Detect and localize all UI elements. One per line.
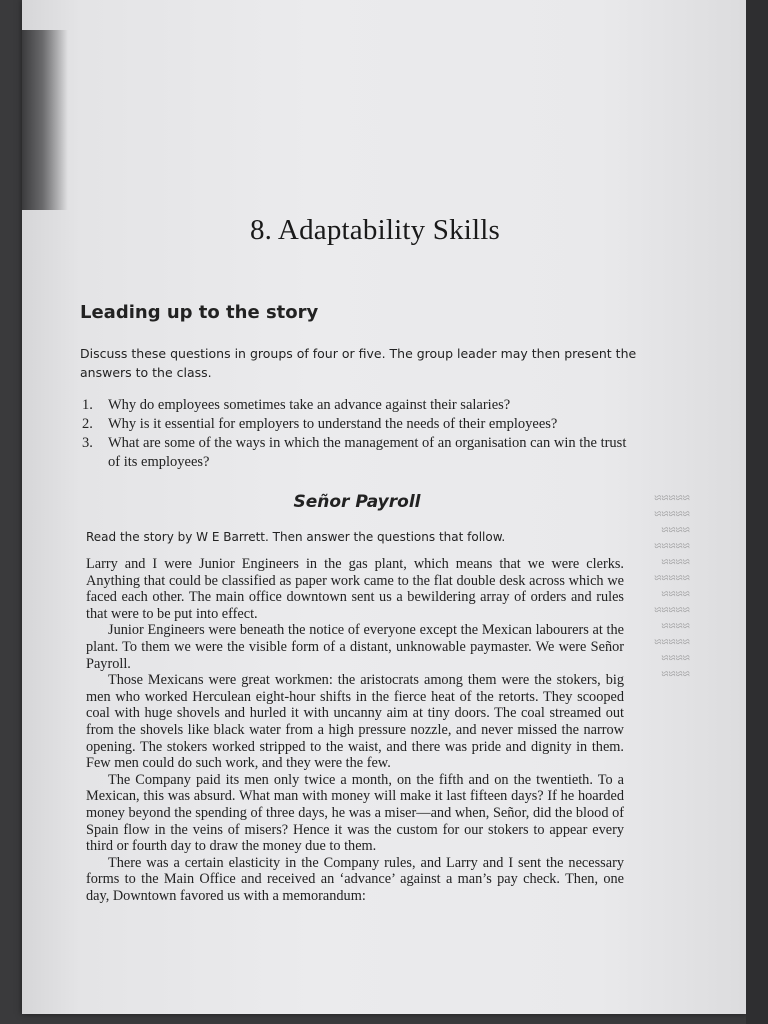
story-paragraph: Junior Engineers were beneath the notice of everyone except the Mexican labourers at the plant. To them we were the visible form of a distant, unknowable paymaster. We were Señor Payroll. — [86, 622, 624, 672]
story-body — [86, 556, 624, 904]
question-text: Why do employees sometimes take an advance against their salaries? — [108, 397, 511, 413]
question-number: 1. — [82, 397, 93, 413]
discussion-instructions: Discuss these questions in groups of four or five. The group leader may then present the answers to the class. — [80, 346, 637, 380]
question-text: Why is it essential for employers to understand the needs of their employees? — [108, 416, 558, 432]
question-text: What are some of the ways in which the management of an organisation can win the trust of its employees? — [108, 435, 627, 470]
story-paragraph: There was a certain elasticity in the Company rules, and Larry and I sent the necessary forms to the Main Office and received an ‘advance’ against a man’s pay check. Then, one day, Downtown favored us with a memorandum: — [86, 854, 624, 904]
background-edge — [746, 0, 768, 1024]
section-heading: Leading up to the story — [80, 302, 319, 323]
question-number: 3. — [82, 435, 93, 451]
question-item — [80, 434, 640, 472]
story-paragraph: Larry and I were Junior Engineers in the gas plant, which means that we were clerks. Anything that could be classified as paper work came to the flat double desk across which we faced each other. The main office downtown sent us a bewildering array of orders and rules that were to be put into effect. — [86, 556, 624, 622]
read-instruction: Read the story by W E Barrett. Then answer the questions that follow. — [86, 530, 506, 544]
binding-shadow — [22, 30, 68, 210]
book-page — [22, 0, 746, 1014]
question-item — [80, 415, 640, 434]
bleed-through-text: ≈≈≈≈≈ ≈≈≈≈≈ ≈≈≈≈ ≈≈≈≈≈ ≈≈≈≈ ≈≈≈≈≈ ≈≈≈≈ ≈≈≈≈≈ ≈≈≈≈ ≈≈≈≈≈ ≈≈≈≈ ≈≈≈≈ — [654, 490, 690, 681]
story-title: Señor Payroll — [293, 492, 421, 512]
story-paragraph: Those Mexicans were great workmen: the aristocrats among them were the stokers, big men who worked Herculean eight-hour shifts in the fierce heat of the retorts. They scooped coal with huge shovels and hurled it with uncanny aim at tiny doors. The coal streamed out from the shovels like black water from a high pressure nozzle, and never missed the narrow opening. The stokers worked stripped to the waist, and there was pride and dignity in them. Few men could do such work, and they were the few. — [86, 672, 624, 772]
story-paragraph: The Company paid its men only twice a month, on the fifth and on the twentieth. To a Mexican, this was absurd. What man with money will make it last fifteen days? If he hoarded money beyond the spending of three days, he was a miser—and when, Señor, did the blood of Spain flow in the veins of misers? Hence it was the custom for our stokers to appear every third or fourth day to draw the money due to them. — [86, 771, 624, 855]
question-item — [80, 396, 640, 415]
chapter-title: 8. Adaptability Skills — [249, 214, 501, 246]
question-list — [80, 396, 640, 472]
question-number: 2. — [82, 416, 93, 432]
